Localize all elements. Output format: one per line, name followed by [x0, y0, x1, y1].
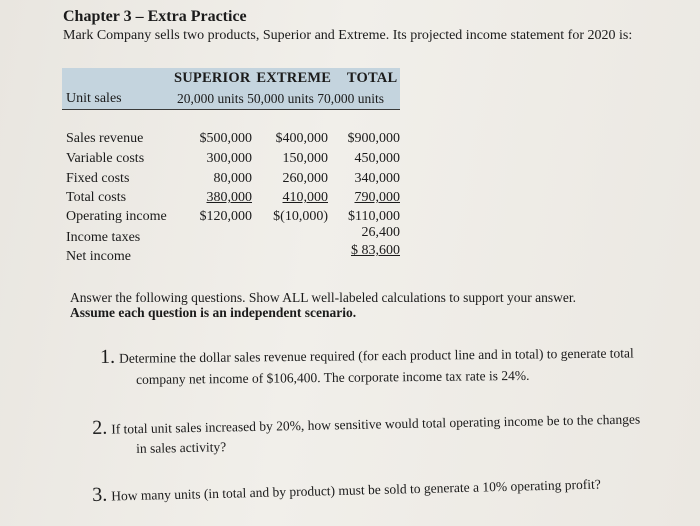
cell-fixed-extreme: 260,000 [282, 171, 328, 186]
page-title: Chapter 3 – Extra Practice [63, 8, 247, 25]
cell-opinc-total: $110,000 [348, 209, 400, 224]
cell-variable-superior: 300,000 [206, 151, 252, 166]
cell-netincome-total: $ 83,600 [351, 243, 400, 258]
question-1-line-2: company net income of $106,400. The corporate income tax rate is 24%. [136, 367, 530, 387]
question-1-line-1: Determine the dollar sales revenue required (for each product line and in total) to generate total [119, 345, 634, 366]
instructions-line-1: Answer the following questions. Show ALL well-labeled calculations to support your answer. [70, 290, 577, 305]
row-label-total-costs: Total costs [66, 190, 127, 205]
question-3-line-1: How many units (in total and by product) must be sold to generate a 10% operating profit? [111, 476, 601, 504]
unit-sales-values [177, 91, 384, 107]
cell-totalcosts-total: 790,000 [354, 190, 400, 205]
cell-fixed-total: 340,000 [354, 171, 400, 186]
cell-totalcosts-extreme: 410,000 [282, 190, 328, 205]
header-divider [62, 109, 400, 110]
cell-variable-total: 450,000 [354, 151, 400, 166]
row-label-sales-revenue: Sales revenue [66, 131, 144, 146]
header-total: TOTAL [346, 70, 398, 86]
unit-sales-label: Unit sales [66, 91, 122, 106]
cell-fixed-superior: 80,000 [213, 171, 252, 186]
cell-taxes-total: 26,400 [361, 225, 400, 240]
header-superior: SUPERIOR [174, 70, 251, 86]
units-superior: 20,000 units [177, 91, 244, 106]
intro-text: Mark Company sells two products, Superior and Extreme. Its projected income statement for 2020 is: [63, 28, 633, 43]
cell-opinc-extreme: $(10,000) [273, 209, 328, 224]
question-2 [92, 406, 640, 440]
instructions-line-2: Assume each question is an independent scenario. [70, 305, 357, 320]
question-2-line-1: If total unit sales increased by 20%, how sensitive would total operating income be to the changes [111, 411, 641, 437]
cell-sales-total: $900,000 [347, 131, 400, 146]
row-label-income-taxes: Income taxes [66, 230, 141, 245]
table-column-headers [174, 70, 397, 87]
row-label-fixed-costs: Fixed costs [66, 171, 130, 186]
header-extreme: EXTREME [256, 70, 332, 86]
cell-variable-extreme: 150,000 [282, 151, 328, 166]
question-3-number: 3. [92, 483, 108, 506]
question-1 [100, 340, 634, 369]
units-extreme: 50,000 units [247, 91, 314, 106]
question-1-number: 1. [100, 345, 116, 368]
cell-sales-superior: $500,000 [199, 131, 252, 146]
cell-totalcosts-superior: 380,000 [206, 190, 252, 205]
cell-opinc-superior: $120,000 [199, 209, 252, 224]
question-2-number: 2. [92, 416, 108, 439]
row-label-variable-costs: Variable costs [66, 151, 145, 166]
cell-sales-extreme: $400,000 [275, 131, 328, 146]
question-3 [92, 472, 601, 507]
question-2-line-2: in sales activity? [136, 439, 227, 456]
row-label-operating-income: Operating income [66, 209, 167, 224]
units-total: 70,000 units [317, 91, 385, 106]
row-label-net-income: Net income [66, 249, 131, 264]
